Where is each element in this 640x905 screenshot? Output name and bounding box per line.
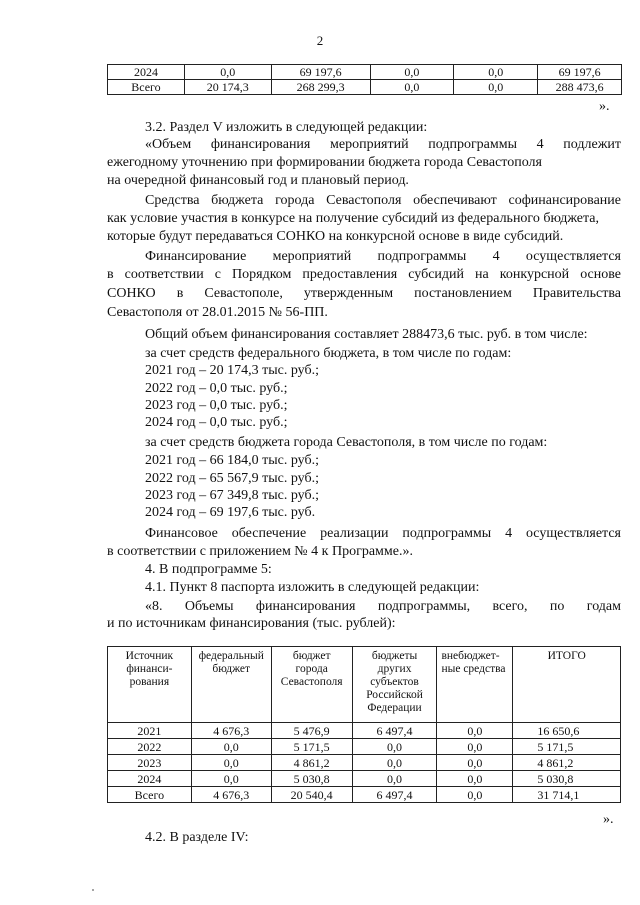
paragraph-line: в соответствии с Порядком предоставления субсидий на конкурсной основе	[107, 267, 621, 282]
table-cell: 2024	[108, 771, 192, 787]
closing-quote: ».	[599, 99, 610, 114]
table-cell: 0,0	[191, 771, 271, 787]
paragraph-line: Средства бюджета города Севастополя обеспечивают софинансирование	[145, 193, 621, 208]
table-cell: 20 174,3	[184, 80, 271, 95]
table-row	[108, 80, 622, 95]
table-cell: 0,0	[184, 65, 271, 80]
scan-speck	[92, 889, 94, 891]
city-year-line: 2021 год – 66 184,0 тыс. руб.;	[145, 453, 319, 468]
table-cell: 0,0	[437, 787, 513, 803]
table-cell: 69 197,6	[271, 65, 370, 80]
table-row	[108, 755, 621, 771]
paragraph-line: Севастополя от 28.01.2015 № 56-ПП.	[107, 305, 328, 320]
table-row	[108, 771, 621, 787]
paragraph-line: Финансовое обеспечение реализации подпрограммы 4 осуществляется	[145, 526, 621, 541]
table-cell: Всего	[108, 787, 192, 803]
table-cell: 0,0	[437, 739, 513, 755]
table-cell: 0,0	[370, 65, 454, 80]
table-cell: 0,0	[370, 80, 454, 95]
city-year-line: 2024 год – 69 197,6 тыс. руб.	[145, 505, 316, 520]
table-row	[108, 739, 621, 755]
closing-quote: ».	[603, 812, 614, 827]
table-cell: 0,0	[437, 723, 513, 739]
column-header: федеральный бюджет	[191, 647, 271, 723]
section-heading-4-2: 4.2. В разделе IV:	[145, 830, 249, 845]
table-cell: 69 197,6	[538, 65, 622, 80]
paragraph-line: Финансирование мероприятий подпрограммы 4 осуществляется	[145, 249, 621, 264]
table-row	[108, 787, 621, 803]
table-cell: 5 030,8	[513, 771, 621, 787]
financing-table-subprogram-5	[107, 646, 621, 803]
federal-budget-heading: за счет средств федерального бюджета, в том числе по годам:	[145, 346, 512, 361]
table-cell: 5 030,8	[271, 771, 352, 787]
item-8-line: и по источникам финансирования (тыс. рублей):	[107, 616, 396, 631]
table-cell: 0,0	[352, 739, 437, 755]
table-cell: 2021	[108, 723, 192, 739]
item-8-line: «8. Объемы финансирования подпрограммы, всего, по годам	[145, 599, 621, 614]
table-cell: 4 676,3	[191, 723, 271, 739]
column-header: ИТОГО	[513, 647, 621, 723]
table-cell: 2024	[108, 65, 185, 80]
table-cell: 0,0	[191, 755, 271, 771]
item-4-1: 4.1. Пункт 8 паспорта изложить в следующей редакции:	[145, 580, 480, 595]
table-cell: 0,0	[352, 755, 437, 771]
table-cell: 0,0	[454, 80, 538, 95]
federal-year-line: 2023 год – 0,0 тыс. руб.;	[145, 398, 288, 413]
federal-year-line: 2024 год – 0,0 тыс. руб.;	[145, 415, 288, 430]
table-row	[108, 723, 621, 739]
table-cell: 6 497,4	[352, 723, 437, 739]
table-cell: 0,0	[191, 739, 271, 755]
paragraph-line: СОНКО в Севастополе, утвержденным постановлением Правительства	[107, 286, 621, 301]
table-cell: 4 861,2	[513, 755, 621, 771]
federal-year-line: 2021 год – 20 174,3 тыс. руб.;	[145, 363, 319, 378]
table-cell: 288 473,6	[538, 80, 622, 95]
financing-table-subprogram-4	[107, 64, 622, 95]
paragraph-line: ежегодному уточнению при формировании бюджета города Севастополя	[107, 155, 542, 170]
table-cell: 2022	[108, 739, 192, 755]
table-cell: 0,0	[352, 771, 437, 787]
table-row	[108, 65, 622, 80]
total-financing: Общий объем финансирования составляет 288473,6 тыс. руб. в том числе:	[145, 327, 588, 342]
column-header: Источник финанси-рования	[108, 647, 192, 723]
section-heading-4: 4. В подпрограмме 5:	[145, 562, 272, 577]
table-cell: 6 497,4	[352, 787, 437, 803]
table-cell: 31 714,1	[513, 787, 621, 803]
table-cell: 4 676,3	[191, 787, 271, 803]
column-header: бюджет города Севастополя	[271, 647, 352, 723]
section-heading-3-2: 3.2. Раздел V изложить в следующей редакции:	[145, 120, 428, 135]
table-cell: 0,0	[437, 771, 513, 787]
table-cell: 5 171,5	[271, 739, 352, 755]
city-budget-heading: за счет средств бюджета города Севастополя, в том числе по годам:	[145, 435, 548, 450]
column-header: внебюджет-ные средства	[437, 647, 513, 723]
paragraph-line: в соответствии с приложением № 4 к Программе.».	[107, 544, 413, 559]
paragraph-line: на очередной финансовый год и плановый период.	[107, 173, 409, 188]
table-header-row	[108, 647, 621, 723]
table-cell: 5 171,5	[513, 739, 621, 755]
table-cell: 2023	[108, 755, 192, 771]
column-header: бюджеты других субъектов Российской Федерации	[352, 647, 437, 723]
federal-year-line: 2022 год – 0,0 тыс. руб.;	[145, 381, 288, 396]
paragraph-line: как условие участия в конкурсе на получение субсидий из федерального бюджета,	[107, 211, 600, 226]
table-cell: 0,0	[437, 755, 513, 771]
table-cell: 268 299,3	[271, 80, 370, 95]
table-cell: 20 540,4	[271, 787, 352, 803]
table-cell: 16 650,6	[513, 723, 621, 739]
table-cell: 0,0	[454, 65, 538, 80]
page-number: 2	[316, 33, 324, 48]
paragraph-line: «Объем финансирования мероприятий подпрограммы 4 подлежит	[145, 137, 621, 152]
city-year-line: 2023 год – 67 349,8 тыс. руб.;	[145, 488, 319, 503]
paragraph-line: которые будут передаваться СОНКО на конкурсной основе в виде субсидий.	[107, 229, 564, 244]
table-cell: 4 861,2	[271, 755, 352, 771]
city-year-line: 2022 год – 65 567,9 тыс. руб.;	[145, 471, 319, 486]
table-cell: Всего	[108, 80, 185, 95]
table-cell: 5 476,9	[271, 723, 352, 739]
